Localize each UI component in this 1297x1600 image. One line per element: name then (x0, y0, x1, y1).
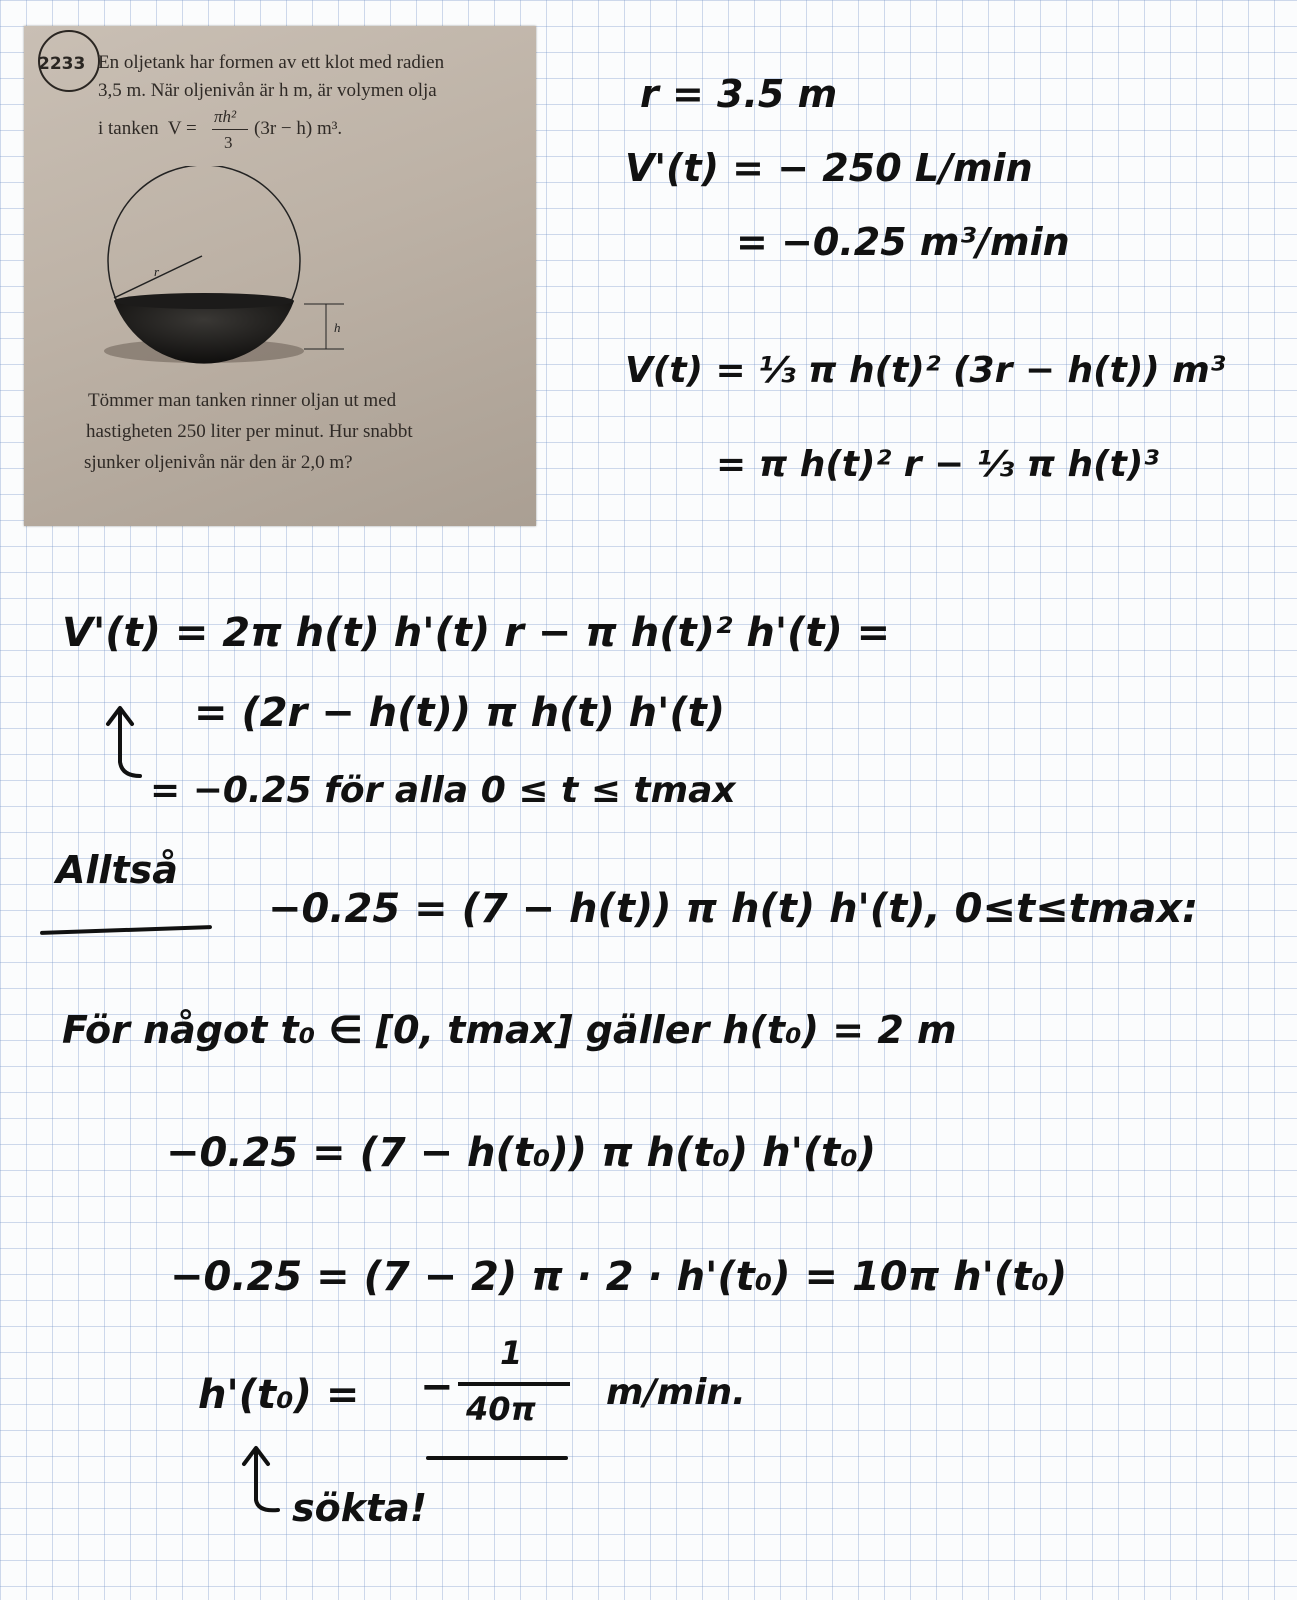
derivative-line-1: V'(t) = 2π h(t) h'(t) r − π h(t)² h'(t) = (62, 610, 891, 656)
oil-surface (114, 293, 294, 309)
result-underline (426, 1456, 568, 1460)
problem-line-1: En oljetank har formen av ett klot med radien (98, 52, 445, 73)
problem-line-3: i tanken V = (98, 118, 197, 139)
result-fraction-bar (458, 1382, 570, 1386)
result-minus: − (420, 1364, 454, 1410)
result-unit: m/min. (606, 1372, 746, 1413)
condition-line: För något t₀ ∈ [0, tmax] gäller h(t₀) = 2 m (62, 1008, 957, 1052)
rate-cubic: = −0.25 m³/min (736, 220, 1070, 264)
arrow-up-icon-2 (236, 1440, 296, 1520)
derivative-line-3: = −0.25 för alla 0 ≤ t ≤ tmax (150, 770, 736, 811)
sokta-label: sökta! (292, 1486, 428, 1530)
formula-tail: (3r − h) m³. (254, 118, 343, 139)
result-numerator: 1 (500, 1334, 523, 1372)
tank-diagram (94, 166, 394, 386)
problem-para-2: hastigheten 250 liter per minut. Hur snabbt (86, 421, 413, 442)
volume-formula: V(t) = ⅓ π h(t)² (3r − h(t)) m³ (625, 350, 1226, 391)
equation-at-t0: −0.25 = (7 − h(t₀)) π h(t₀) h'(t₀) (166, 1130, 877, 1176)
formula-denominator: 3 (224, 133, 233, 152)
derivative-line-2: = (2r − h(t)) π h(t) h'(t) (194, 690, 726, 736)
label-h: h (334, 320, 341, 335)
problem-number: 2233 (38, 54, 86, 74)
rate-liters: V'(t) = − 250 L/min (625, 146, 1033, 190)
problem-line-2: 3,5 m. När oljenivån är h m, är volymen olja (98, 80, 437, 101)
label-r: r (154, 264, 160, 279)
volume-expanded: = π h(t)² r − ⅓ π h(t)³ (716, 444, 1160, 485)
arrow-up-icon (100, 700, 160, 780)
equation-substituted: −0.25 = (7 − 2) π · 2 · h'(t₀) = 10π h'(t₀) (170, 1254, 1068, 1300)
equation-general: −0.25 = (7 − h(t)) π h(t) h'(t), 0≤t≤tmax: (268, 886, 1199, 932)
problem-para-3: sjunker oljenivån när den är 2,0 m? (84, 452, 353, 473)
radius-given: r = 3.5 m (640, 72, 838, 116)
problem-photo (24, 26, 536, 526)
altsa-underline (40, 925, 212, 935)
result-denominator: 40π (466, 1390, 536, 1428)
formula-numerator: πh² (214, 107, 237, 126)
altsa-word: Alltså (56, 848, 178, 892)
problem-para-1: Tömmer man tanken rinner oljan ut med (88, 390, 397, 411)
result-lhs: h'(t₀) = (198, 1372, 360, 1418)
